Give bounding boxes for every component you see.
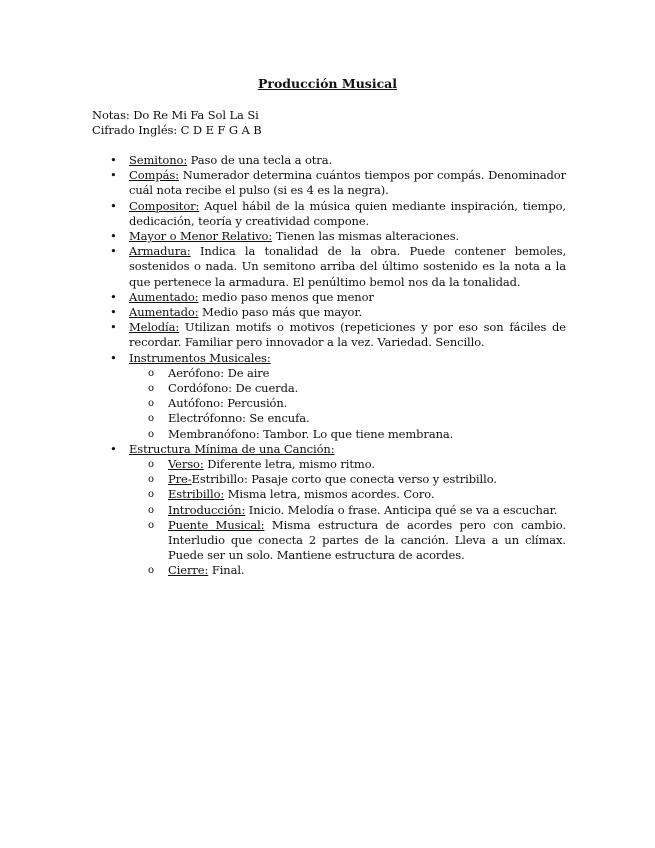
notes-line: Notas: Do Re Mi Fa Sol La Si: [92, 108, 259, 122]
item-text: Numerador determina cuántos tiempos por compás. Denominador cuál nota recibe el pulso (si es 4 es la negra).: [129, 168, 566, 198]
bullet-icon: •: [110, 168, 117, 183]
item-text: Paso de una tecla a otra.: [187, 153, 333, 167]
bullet-icon: •: [110, 305, 117, 320]
bullet-icon: •: [110, 441, 117, 456]
sub-item-text: Estribillo: Pasaje corto que conecta verso y estribillo.: [191, 472, 497, 487]
sub-list-item: [92, 518, 566, 564]
sub-list-item: [92, 381, 566, 396]
item-term: Semitono:: [129, 153, 188, 167]
item-text: Aquel hábil de la música quien mediante inspiración, tiempo, dedicación, teoría y creatividad compone.: [129, 198, 566, 228]
definitions-list: [92, 153, 566, 579]
sub-item-term: Cierre:: [168, 563, 209, 578]
circle-bullet-icon: o: [148, 489, 154, 501]
sub-list-item: [92, 457, 566, 472]
circle-bullet-icon: o: [148, 474, 154, 486]
sub-list-item: [92, 396, 566, 411]
sub-item-text: Inicio. Melodía o frase. Anticipa qué se va a escuchar.: [245, 502, 558, 517]
sub-item-term: Estribillo:: [168, 487, 225, 502]
sub-item-text: Aerófono: De aire: [168, 365, 270, 380]
item-text: Indica la tonalidad de la obra. Puede contener bemoles, sostenidos o nada. Un semitono arriba del último sostenido es la nota a la que pertenece la armadura. El penúltimo bemol nos da la tonalidad.: [129, 244, 566, 289]
list-item: [92, 168, 566, 198]
item-text: Utilizan motifs o motivos (repeticiones y por eso son fáciles de recordar. Familiar pero innovador a la vez. Variedad. Sencillo.: [129, 320, 566, 350]
sub-item-term: Verso:: [168, 457, 204, 472]
circle-bullet-icon: o: [148, 383, 154, 395]
sub-item-text: Electrófonno: Se encufa.: [168, 411, 310, 426]
sub-item-text: Final.: [208, 563, 245, 578]
intro-block: [92, 108, 262, 138]
circle-bullet-icon: o: [148, 504, 154, 516]
item-text: Tienen las mismas alteraciones.: [272, 229, 460, 244]
item-text: medio paso menos que menor: [198, 289, 374, 304]
list-item: [92, 244, 566, 290]
sub-list-item: [92, 411, 566, 426]
item-term: Aumentado:: [129, 305, 199, 320]
sub-item-text: Cordófono: De cuerda.: [168, 381, 299, 396]
item-term: Mayor o Menor Relativo:: [129, 229, 273, 244]
item-text: Medio paso más que mayor.: [198, 305, 363, 320]
circle-bullet-icon: o: [148, 413, 154, 425]
sub-item-term: Puente Musical:: [168, 517, 265, 532]
sub-list-item: [92, 487, 566, 502]
sub-item-text: Membranófono: Tambor. Lo que tiene membrana.: [168, 426, 454, 441]
bullet-icon: •: [110, 320, 117, 335]
item-term: Compositor:: [129, 198, 200, 213]
sub-item-term: Introducción:: [168, 502, 246, 517]
list-item: [92, 442, 566, 457]
sub-item-term: Pre-: [168, 472, 192, 487]
list-item: [92, 290, 566, 305]
circle-bullet-icon: o: [148, 459, 154, 471]
item-term: Estructura Mínima de una Canción:: [129, 441, 335, 456]
english-notation-line: Cifrado Inglés: C D E F G A B: [92, 123, 262, 137]
list-item: [92, 199, 566, 229]
bullet-icon: •: [110, 153, 117, 167]
sub-item-text: Misma estructura de acordes pero con cambio. Interludio que conecta 2 partes de la canción. Lleva a un clímax. Puede ser un solo. Mantiene estructura de acordes.: [168, 517, 566, 563]
sub-list-item: [92, 427, 566, 442]
item-term: Instrumentos Musicales:: [129, 350, 271, 365]
sub-list-item: [92, 472, 566, 487]
bullet-icon: •: [110, 244, 117, 259]
sub-list-item: [92, 366, 566, 381]
circle-bullet-icon: o: [148, 398, 154, 410]
item-term: Melodía:: [129, 320, 180, 335]
list-item: [92, 153, 566, 168]
bullet-icon: •: [110, 350, 117, 365]
item-term: Compás:: [129, 168, 179, 183]
list-item: [92, 305, 566, 320]
sub-list-item: [92, 563, 566, 578]
sub-item-text: Misma letra, mismos acordes. Coro.: [224, 487, 435, 502]
list-item: [92, 229, 566, 244]
bullet-icon: •: [110, 229, 117, 244]
sub-item-text: Autófono: Percusión.: [168, 396, 288, 411]
circle-bullet-icon: o: [148, 565, 154, 577]
list-item: [92, 320, 566, 350]
circle-bullet-icon: o: [148, 428, 154, 440]
list-item: [92, 351, 566, 366]
sub-list-item: [92, 503, 566, 518]
circle-bullet-icon: o: [148, 519, 154, 531]
item-term: Aumentado:: [129, 289, 199, 304]
page-title: Producción Musical: [257, 76, 398, 91]
bullet-icon: •: [110, 198, 117, 213]
circle-bullet-icon: o: [148, 367, 154, 379]
sub-item-text: Diferente letra, mismo ritmo.: [203, 457, 375, 472]
item-term: Armadura:: [129, 244, 191, 259]
bullet-icon: •: [110, 289, 117, 304]
